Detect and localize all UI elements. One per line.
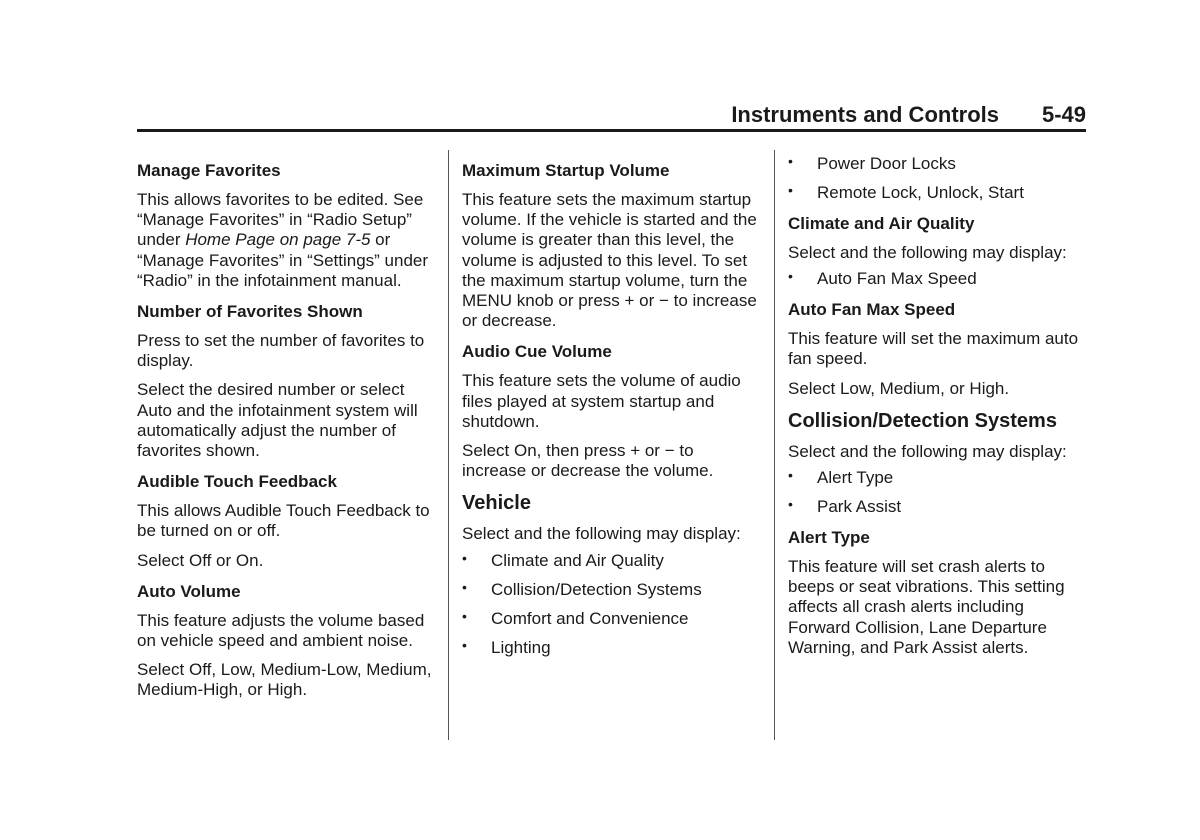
column-3 — [788, 150, 1088, 658]
alert-type-paragraph: This feature will set crash alerts to beeps or seat vibrations. This setting affects all crash alerts including Forward Collision, Lane Departure Warning, and Park Assist alerts. — [788, 557, 1065, 657]
auto-fan-paragraph-1: This feature will set the maximum auto fan speed. — [788, 329, 1079, 369]
collision-heading: Collision/Detection Systems — [788, 409, 1057, 432]
bullet-icon: • — [788, 182, 793, 198]
number-of-favorites-heading: Number of Favorites Shown — [137, 302, 363, 322]
audible-touch-paragraph-2: Select Off or On. — [137, 550, 264, 570]
page-header — [137, 100, 1086, 130]
list-item-label: Auto Fan Max Speed — [817, 269, 977, 289]
list-item — [788, 468, 1088, 488]
list-item — [788, 154, 1088, 174]
audible-touch-paragraph-1: This allows Audible Touch Feedback to be turned on or off. — [137, 501, 430, 541]
manage-favorites-paragraph — [137, 190, 437, 291]
list-item — [462, 638, 762, 658]
list-item — [462, 609, 762, 629]
column-1 — [137, 150, 437, 701]
column-divider-1 — [448, 150, 449, 740]
vehicle-list — [462, 551, 762, 658]
audio-cue-volume-heading: Audio Cue Volume — [462, 342, 612, 362]
bullet-icon: • — [462, 636, 467, 653]
list-item — [462, 551, 762, 571]
bullet-icon: • — [788, 268, 793, 285]
bullet-icon: • — [462, 549, 467, 566]
bullet-icon: • — [462, 607, 467, 624]
climate-heading: Climate and Air Quality — [788, 214, 975, 233]
list-item-label: Alert Type — [817, 468, 894, 488]
column-2 — [462, 150, 762, 667]
audio-cue-volume-paragraph-2: Select On, then press + or − to increase or decrease the volume. — [462, 441, 714, 481]
climate-paragraph: Select and the following may display: — [788, 243, 1067, 262]
max-startup-volume-paragraph: This feature sets the maximum startup volume. If the vehicle is started and the volume is greater than this level, the volume is adjusted to this level. To set the maximum startup volume, turn the MENU knob or press + or − to increase or decrease. — [462, 190, 757, 331]
list-item — [788, 269, 1088, 289]
column-divider-2 — [774, 150, 775, 740]
list-item-label: Power Door Locks — [817, 154, 956, 173]
bullet-icon: • — [788, 496, 793, 513]
vehicle-heading: Vehicle — [462, 492, 531, 515]
alert-type-heading: Alert Type — [788, 528, 870, 548]
bullet-icon: • — [788, 153, 793, 169]
list-item — [462, 580, 762, 600]
list-item-label: Park Assist — [817, 497, 902, 517]
number-of-favorites-paragraph-2: Select the desired number or select Auto and the infotainment system will automatically adjust the number of favorites shown. — [137, 380, 418, 461]
list-item-label: Lighting — [491, 637, 551, 657]
list-item-label: Remote Lock, Unlock, Start — [817, 183, 1024, 202]
home-page-link[interactable]: Home Page on page 7-5 — [185, 230, 371, 250]
manage-favorites-text-a: This allows favorites to be edited. See “Manage Favorites” in “Radio Setup” under — [137, 190, 424, 250]
auto-volume-heading: Auto Volume — [137, 581, 241, 601]
section-title: Instruments and Controls — [731, 102, 999, 127]
list-item — [788, 183, 1088, 203]
number-of-favorites-paragraph-1: Press to set the number of favorites to display. — [137, 331, 425, 371]
audio-cue-volume-paragraph-1: This feature sets the volume of audio files played at system startup and shutdown. — [462, 371, 741, 431]
header-rule — [137, 129, 1086, 132]
vehicle-paragraph: Select and the following may display: — [462, 524, 741, 544]
auto-fan-heading: Auto Fan Max Speed — [788, 300, 956, 320]
page-number: 5-49 — [1041, 102, 1086, 127]
auto-volume-paragraph-1: This feature adjusts the volume based on vehicle speed and ambient noise. — [137, 610, 425, 651]
manage-favorites-text-b: or “Manage Favorites” in “Settings” under “Radio” in the infotainment manual. — [137, 230, 429, 290]
list-item-label: Climate and Air Quality — [491, 550, 664, 570]
list-item-label: Collision/Detection Systems — [491, 579, 702, 599]
bullet-icon: • — [462, 578, 467, 595]
collision-list — [788, 468, 1088, 517]
audible-touch-heading: Audible Touch Feedback — [137, 472, 337, 492]
door-lock-list — [788, 154, 1088, 203]
auto-fan-paragraph-2: Select Low, Medium, or High. — [788, 378, 1010, 398]
list-item-label: Comfort and Convenience — [491, 608, 689, 628]
manage-favorites-heading: Manage Favorites — [137, 161, 281, 180]
climate-list — [788, 269, 1088, 289]
list-item — [788, 497, 1088, 517]
collision-paragraph: Select and the following may display: — [788, 441, 1067, 461]
auto-volume-paragraph-2: Select Off, Low, Medium-Low, Medium, Medium-High, or High. — [137, 660, 432, 700]
max-startup-volume-heading: Maximum Startup Volume — [462, 161, 670, 180]
bullet-icon: • — [788, 467, 793, 484]
